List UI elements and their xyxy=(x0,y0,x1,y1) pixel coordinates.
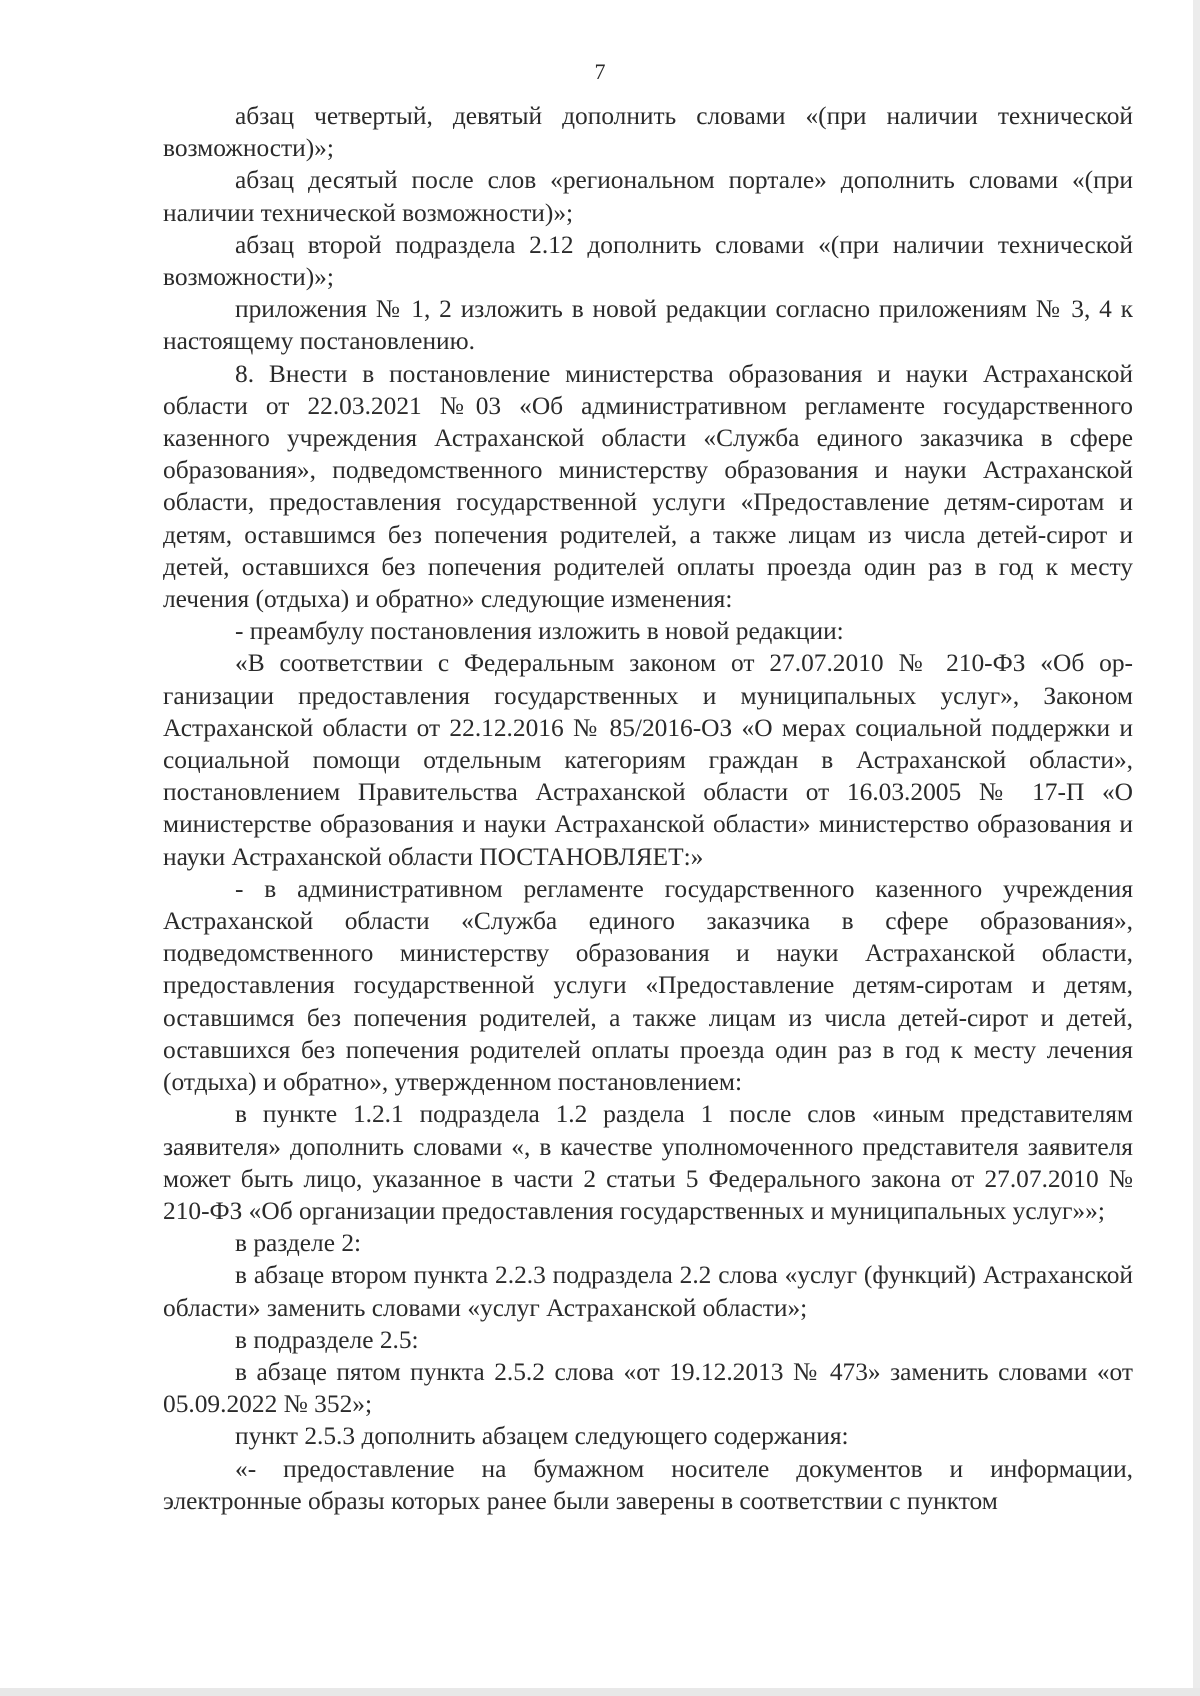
paragraph-10: в разделе 2: xyxy=(235,1229,362,1258)
paragraph-9: в пункте 1.2.1 подраздела 1.2 раздела 1 после слов «иным представителям заявителя» дополнить словами «, в качестве уполномоченного представителя заявителя может быть лицо, указанное в части 2 статьи 5 Федерального закона от 27.07.2010 № 210-ФЗ «Об организации предоставления государственных и муниципальных услуг»»; xyxy=(163,1100,1133,1225)
scan-edge-right xyxy=(1193,0,1200,1696)
paragraph-11: в абзаце втором пункта 2.2.3 подраздела 2.2 слова «услуг (функций) Астраханской области» заменить словами «услуг Астраханской области»; xyxy=(163,1261,1133,1322)
paragraph-5: 8. Внести в постановление министерства образования и науки Астраханской области от 22.03.2021 №03 «Об административном регламенте государственного казенного учреждения Астраханской области «Служба единого заказчика в сфере образования», подведомственного министерству образования и науки Астраханской области, предоставления государственной услуги «Предоставление детям-сиротам и детям, оставшимся без попечения родителей, а также лицам из числа детей-сирот и детей, оставшихся без попечения родителей оплаты проезда один раз в год к месту лечения (отдыха) и обратно» следующие изменения: xyxy=(163,359,1133,614)
paragraph-7: «В соответствии с Федеральным законом от 27.07.2010 № 210-ФЗ «Об организации предоставления государственных и муниципальных услуг», Законом Астраханской области от 22.12.2016 № 85/2016-ОЗ «О мерах социальной поддержки и социальной помощи отдельным категориям граждан в Астраханской области», постановлением Правительства Астраханской области от 16.03.2005 № 17-П «О министерстве образования и науки Астраханской области» министерство образования и науки Астраханской области ПОСТАНОВЛЯЕТ:» xyxy=(163,649,1133,871)
paragraph-4: приложения № 1, 2 изложить в новой редакции согласно приложениям № 3, 4 к настоящему постановлению. xyxy=(163,295,1133,356)
scan-edge-bottom xyxy=(0,1688,1200,1696)
page-number: 7 xyxy=(594,59,606,84)
paragraph-15: «- предоставление на бумажном носителе документов и информации, электронные образы которых ранее были заверены в соответствии с пунктом xyxy=(163,1454,1133,1515)
paragraph-12: в подразделе 2.5: xyxy=(235,1325,419,1354)
paragraph-6: - преамбулу постановления изложить в новой редакции: xyxy=(235,617,844,646)
paragraph-8: - в административном регламенте государственного казенного учреждения Астраханской области «Служба единого заказчика в сфере образования», подведомственного министерству образования и науки Астраханской области, предоставления государственной услуги «Предоставление детям-сиротам и детям, оставшимся без попечения родителей, а также лицам из числа детей-сирот и детей, оставшихся без попечения родителей оплаты проезда один раз в год к месту лечения (отдыха) и обратно», утвержденном постановлением: xyxy=(163,874,1133,1097)
paragraph-13: в абзаце пятом пункта 2.5.2 слова «от 19.12.2013 № 473» заменить словами «от 05.09.2022 № 352»; xyxy=(163,1357,1133,1419)
paragraph-2: абзац десятый после слов «региональном портале» дополнить словами «(при наличии технической возможности)»; xyxy=(163,166,1133,227)
paragraph-1: абзац четвертый, девятый дополнить словами «(при наличии технической возможности)»; xyxy=(163,102,1133,163)
paragraph-14: пункт 2.5.3 дополнить абзацем следующего содержания: xyxy=(235,1422,849,1451)
paragraph-3: абзац второй подраздела 2.12 дополнить словами «(при наличии технической возможности)»; xyxy=(163,230,1133,292)
document-body xyxy=(163,100,1133,1517)
